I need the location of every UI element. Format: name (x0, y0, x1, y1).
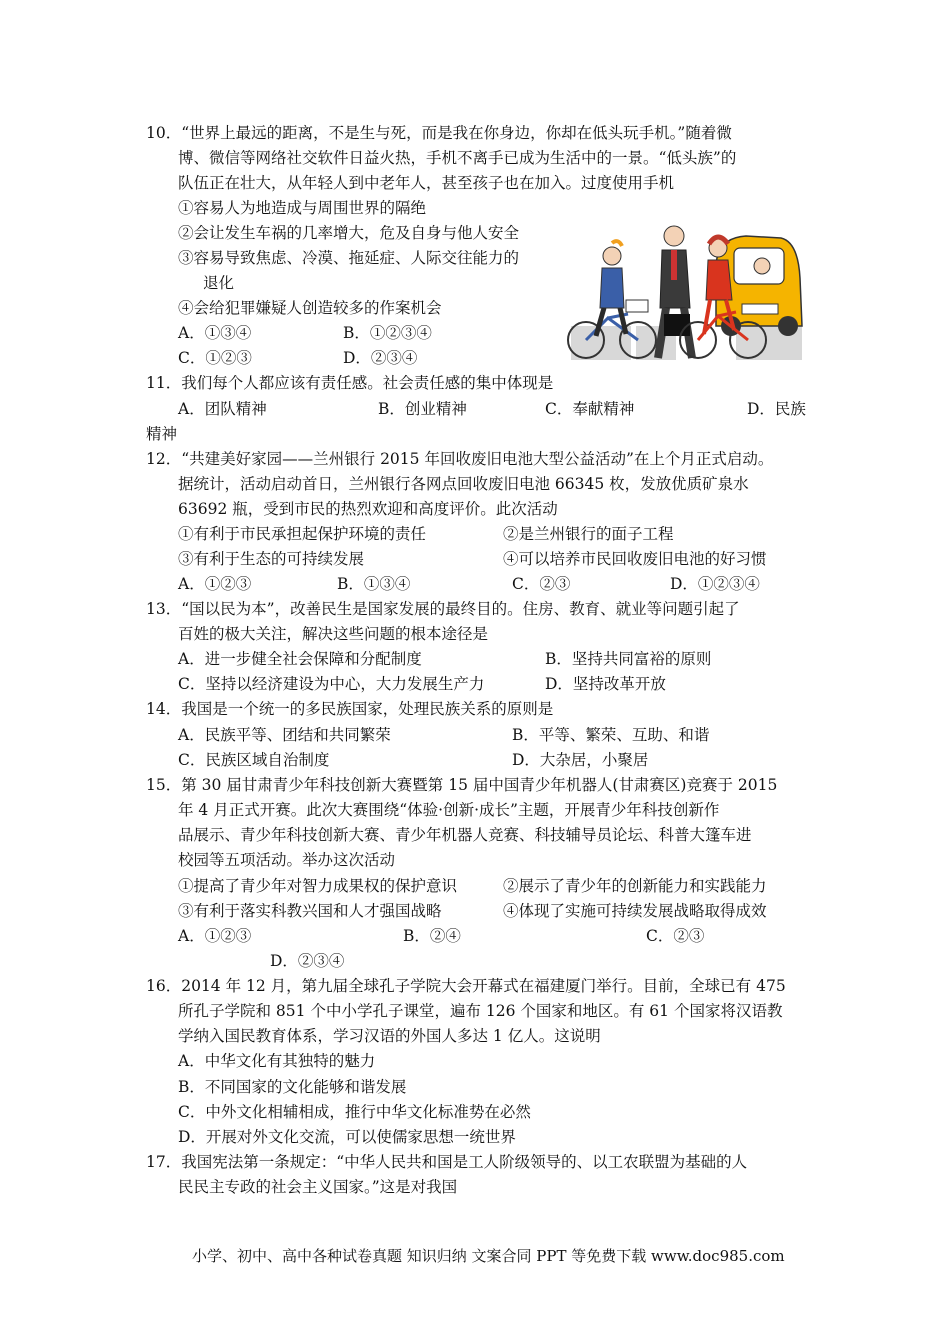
q12-stem-line-2: 据统计，活动启动首日，兰州银行各网点回收废旧电池 66345 枚，发放优质矿泉水 (178, 475, 749, 493)
q11-option-d-wrap: 精神 (146, 425, 178, 443)
q12-option-a: A．①②③ (178, 575, 252, 593)
q10-option-a: A．①③④ (178, 324, 252, 342)
q13-option-c: C．坚持以经济建设为中心，大力发展生产力 (178, 675, 485, 693)
q14-option-c: C．民族区域自治制度 (178, 751, 330, 769)
q12-item-2: ②是兰州银行的面子工程 (503, 525, 674, 543)
q15-item-1: ①提高了青少年对智力成果权的保护意识 (178, 877, 458, 895)
q12-stem-line-3: 63692 瓶，受到市民的热烈欢迎和高度评价。此次活动 (178, 500, 558, 518)
q10-stem-line-2: 博、微信等网络社交软件日益火热，手机不离手已成为生活中的一景。“低头族”的 (178, 149, 737, 167)
q15-option-c: C．②③ (646, 927, 705, 945)
q12-item-1: ①有利于市民承担起保护环境的责任 (178, 525, 427, 543)
q15-stem-line-1: 15．第 30 届甘肃青少年科技创新大赛暨第 15 届中国青少年机器人(甘肃赛区)竞赛于 2015 (146, 776, 778, 794)
q15-option-a: A．①②③ (178, 927, 252, 945)
q16-stem-line-2: 所孔子学院和 851 个中小学孔子课堂，遍布 126 个国家和地区。有 61 个国家将汉语教 (178, 1002, 783, 1020)
q10-stem-line-3: 队伍正在壮大，从年轻人到中老年人，甚至孩子也在加入。过度使用手机 (178, 174, 675, 192)
q16-option-d: D．开展对外文化交流，可以使儒家思想一统世界 (178, 1128, 516, 1146)
q14-option-d: D．大杂居，小聚居 (512, 751, 649, 769)
phone-users-illustration (566, 208, 806, 378)
q15-item-3: ③有利于落实科教兴国和人才强国战略 (178, 902, 442, 920)
q11-option-c: C．奉献精神 (545, 400, 635, 418)
page-footer: 小学、初中、高中各种试卷真题 知识归纳 文案合同 PPT 等免费下载 www.doc985.com (192, 1247, 785, 1265)
q13-option-d: D．坚持改革开放 (545, 675, 666, 693)
q16-option-b: B．不同国家的文化能够和谐发展 (178, 1078, 407, 1096)
q12-option-d: D．①②③④ (670, 575, 760, 593)
q10-option-b: B．①②③④ (343, 324, 432, 342)
q13-option-a: A．进一步健全社会保障和分配制度 (178, 650, 422, 668)
q11-option-a: A．团队精神 (178, 400, 267, 418)
q11-option-d: D．民族 (747, 400, 806, 418)
q13-stem-line-2: 百姓的极大关注，解决这些问题的根本途径是 (178, 625, 489, 643)
q10-option-d: D．②③④ (343, 349, 418, 367)
q15-stem-line-3: 品展示、青少年科技创新大赛、青少年机器人竞赛、科技辅导员论坛、科普大篷车进 (178, 826, 752, 844)
q13-stem-line-1: 13．“国以民为本”，改善民生是国家发展的最终目的。住房、教育、就业等问题引起了 (146, 600, 740, 618)
q10-item-2: ②会让发生车祸的几率增大，危及自身与他人安全 (178, 224, 520, 242)
q17-stem-line-2: 民民主专政的社会主义国家。”这是对我国 (178, 1178, 458, 1196)
q10-option-c: C．①②③ (178, 349, 252, 367)
q14-option-a: A．民族平等、团结和共同繁荣 (178, 726, 391, 744)
q13-option-b: B．坚持共同富裕的原则 (545, 650, 712, 668)
q16-option-c: C．中外文化相辅相成，推行中华文化标准势在必然 (178, 1103, 531, 1121)
q12-option-b: B．①③④ (337, 575, 411, 593)
q11-option-b: B．创业精神 (378, 400, 467, 418)
q16-stem-line-1: 16．2014 年 12 月，第九届全球孔子学院大会开幕式在福建厦门举行。目前，全球已有 475 (146, 977, 786, 995)
q10-item-4: ④会给犯罪嫌疑人创造较多的作案机会 (178, 299, 442, 317)
q12-stem-line-1: 12．“共建美好家园——兰州银行 2015 年回收废旧电池大型公益活动”在上个月正式启动。 (146, 450, 774, 468)
q10-item-3-wrap: 退化 (203, 274, 235, 292)
q15-item-2: ②展示了青少年的创新能力和实践能力 (503, 877, 767, 895)
q15-item-4: ④体现了实施可持续发展战略取得成效 (503, 902, 767, 920)
q14-stem: 14．我国是一个统一的多民族国家，处理民族关系的原则是 (146, 700, 554, 718)
q16-option-a: A．中华文化有其独特的魅力 (178, 1052, 376, 1070)
q15-stem-line-2: 年 4 月正式开赛。此次大赛围绕“体验·创新·成长”主题，开展青少年科技创新作 (178, 801, 720, 819)
q10-item-3: ③容易导致焦虑、冷漠、拖延症、人际交往能力的 (178, 249, 520, 267)
q17-stem-line-1: 17．我国宪法第一条规定：“中华人民共和国是工人阶级领导的、以工农联盟为基础的人 (146, 1153, 748, 1171)
q10-item-1: ①容易人为地造成与周围世界的隔绝 (178, 199, 427, 217)
q12-option-c: C．②③ (512, 575, 571, 593)
q15-option-d: D．②③④ (270, 952, 345, 970)
q11-stem: 11．我们每个人都应该有责任感。社会责任感的集中体现是 (146, 374, 554, 392)
q15-option-b: B．②④ (403, 927, 461, 945)
q10-stem-line-1: 10．“世界上最远的距离，不是生与死，而是我在你身边，你却在低头玩手机。”随着微 (146, 124, 732, 142)
q15-stem-line-4: 校园等五项活动。举办这次活动 (178, 851, 396, 869)
q16-stem-line-3: 学纳入国民教育体系，学习汉语的外国人多达 1 亿人。这说明 (178, 1027, 601, 1045)
q12-item-4: ④可以培养市民回收废旧电池的好习惯 (503, 550, 767, 568)
q12-item-3: ③有利于生态的可持续发展 (178, 550, 365, 568)
q14-option-b: B．平等、繁荣、互助、和谐 (512, 726, 710, 744)
